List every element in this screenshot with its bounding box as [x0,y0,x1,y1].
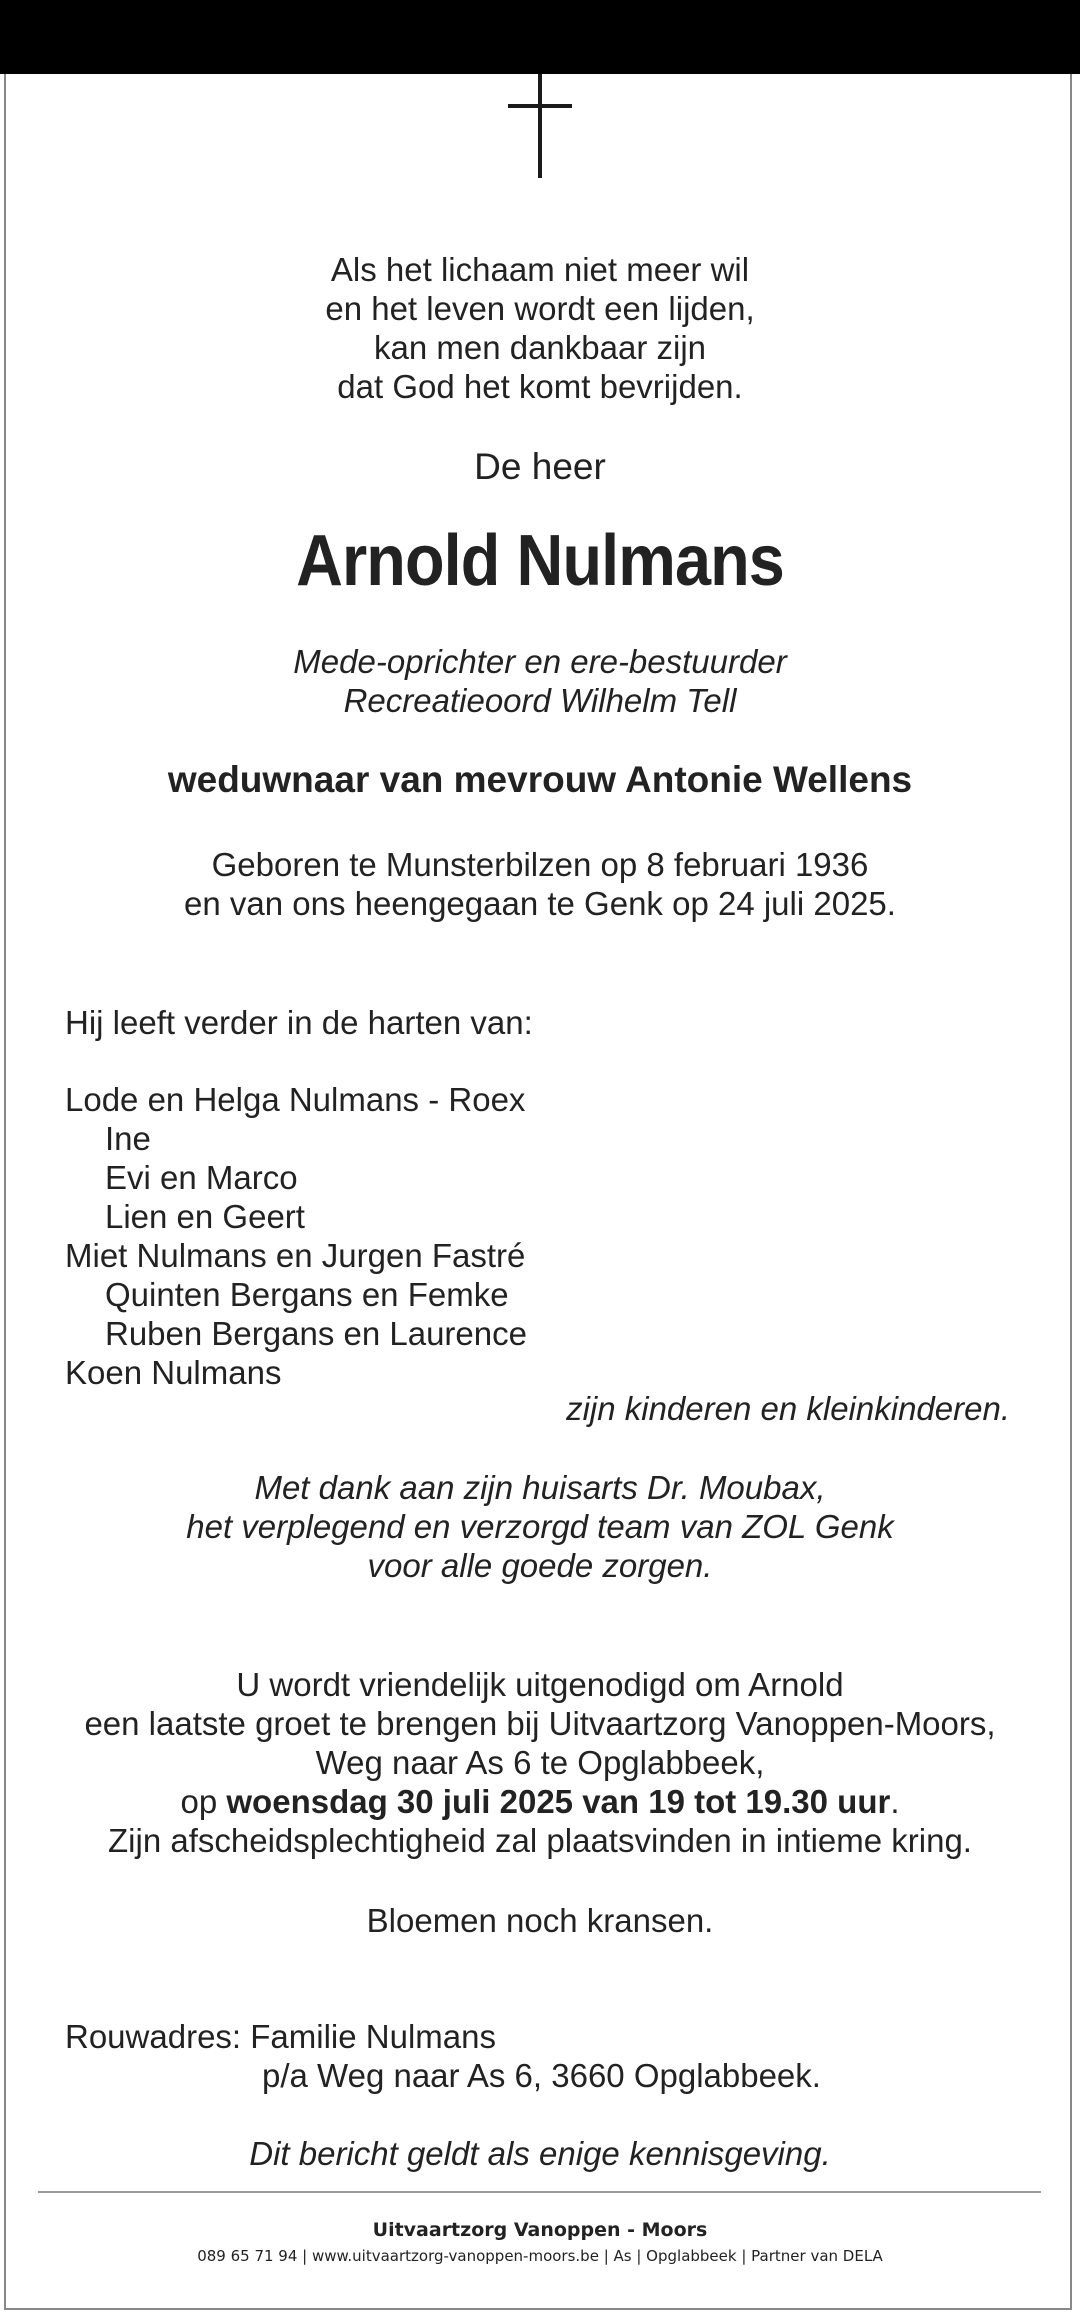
role-line: Mede-oprichter en ere-bestuurder [293,643,787,680]
birth-death-info [0,845,1080,923]
family-list [65,1080,527,1392]
poem [0,250,1080,406]
invite-line: Zijn afscheidsplechtigheid zal plaatsvinden in intieme kring. [108,1822,972,1859]
thanks-line: voor alle goede zorgen. [367,1547,713,1584]
family-member: Ruben Bergans en Laurence [105,1315,527,1352]
thanks-line: Met dank aan zijn huisarts Dr. Moubax, [254,1469,826,1506]
family-member: Lode en Helga Nulmans - Roex [65,1081,526,1118]
invite-suffix: . [890,1783,900,1820]
invitation [0,1665,1080,1860]
invite-datetime: woensdag 30 juli 2025 van 19 tot 19.30 uur [226,1783,891,1820]
invite-line: een laatste groet te brengen bij Uitvaartzorg Vanoppen-Moors, [84,1705,996,1742]
deceased-name: Arnold Nulmans [296,521,784,601]
footer-company: Uitvaartzorg Vanoppen - Moors [372,2219,708,2241]
title-prefix: De heer [474,446,606,487]
poem-line: Als het lichaam niet meer wil [330,251,750,288]
death-line: en van ons heengegaan te Genk op 24 juli 2025. [184,885,896,922]
widower-line: weduwnaar van mevrouw Antonie Wellens [167,759,913,800]
thanks-line: het verplegend en verzorgd team van ZOL Genk [186,1508,894,1545]
family-member: Quinten Bergans en Femke [105,1276,509,1313]
family-member: Miet Nulmans en Jurgen Fastré [65,1237,526,1274]
address-line: Rouwadres: Familie Nulmans [65,2018,496,2055]
lives-on-heading: Hij leeft verder in de harten van: [65,1004,533,1041]
poem-line: dat God het komt bevrijden. [337,368,743,405]
invite-line: U wordt vriendelijk uitgenodigd om Arnold [236,1666,844,1703]
footer-contact-info: 089 65 71 94 | www.uitvaartzorg-vanoppen-moors.be | As | Opglabbeek | Partner van DELA [197,2247,883,2265]
family-member: Ine [105,1120,151,1157]
thanks-message [0,1468,1080,1585]
top-bar [0,0,1080,74]
family-member: Lien en Geert [105,1198,305,1235]
birth-line: Geboren te Munsterbilzen op 8 februari 1936 [211,846,869,883]
invite-prefix: op [180,1783,218,1820]
role-line: Recreatieoord Wilhelm Tell [343,682,737,719]
role-description [0,642,1080,720]
notice: Dit bericht geldt als enige kennisgeving. [249,2135,831,2172]
invite-datetime-line [0,1782,1080,1821]
invite-line: Weg naar As 6 te Opglabbeek, [315,1744,765,1781]
poem-line: en het leven wordt een lijden, [325,290,755,327]
flowers-note: Bloemen noch kransen. [366,1902,714,1939]
cross-icon [508,74,572,178]
family-member: Evi en Marco [105,1159,298,1196]
footer-divider [38,2191,1041,2193]
address-line: p/a Weg naar As 6, 3660 Opglabbeek. [262,2057,821,2094]
poem-line: kan men dankbaar zijn [373,329,707,366]
family-member: Koen Nulmans [65,1354,282,1391]
family-caption: zijn kinderen en kleinkinderen. [566,1390,1010,1427]
